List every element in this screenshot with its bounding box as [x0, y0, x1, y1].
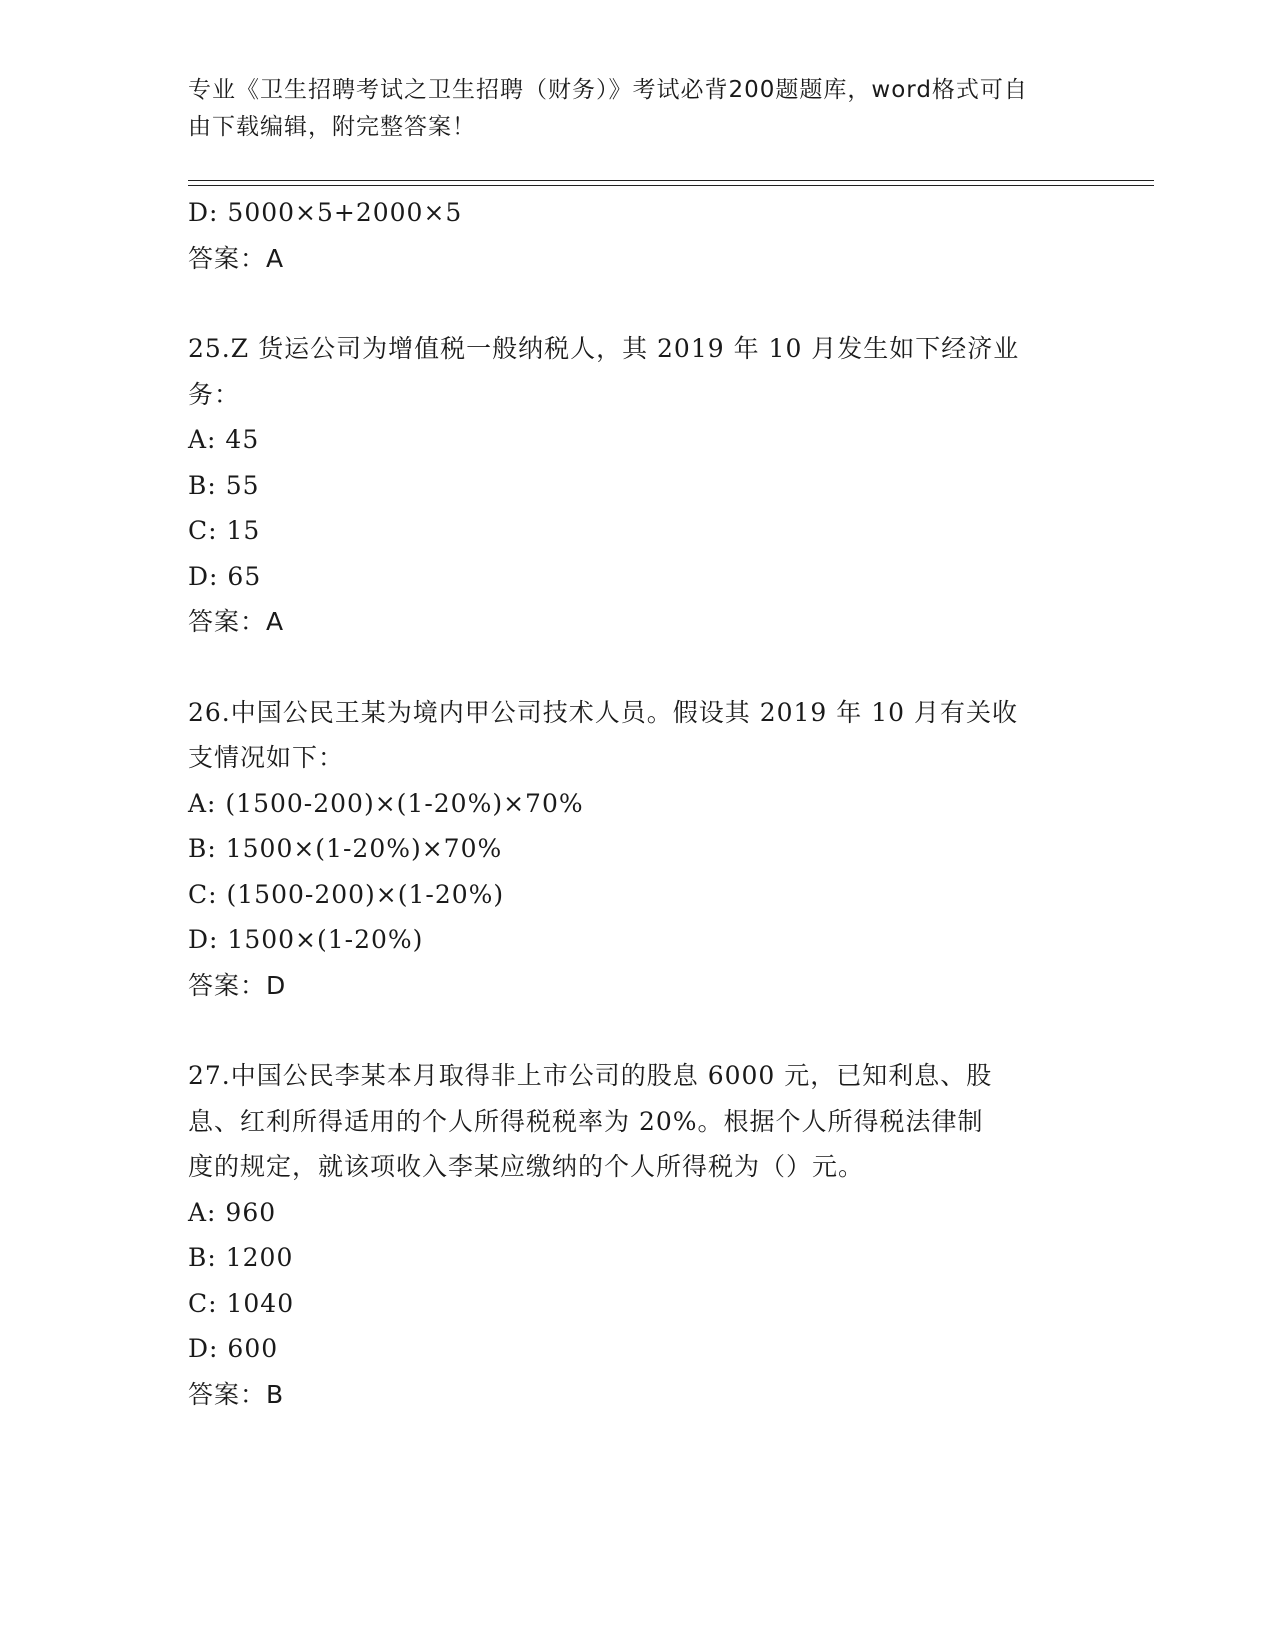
option-b: B: 1200: [188, 1243, 294, 1272]
question-stem-line: 度的规定，就该项收入李某应缴纳的个人所得税为（）元。: [188, 1152, 865, 1181]
answer: 答案：B: [188, 1379, 285, 1409]
spacer: [188, 1008, 1088, 1053]
question-stem-line: 务：: [188, 379, 241, 409]
spacer: [188, 281, 1088, 326]
spacer: [188, 645, 1088, 690]
option-c: C: 15: [188, 516, 261, 545]
header-line-2: 由下载编辑，附完整答案！: [188, 114, 476, 140]
option-b: B: 55: [188, 470, 260, 500]
header-line-1: 专业《卫生招聘考试之卫生招聘（财务）》考试必背200题题库，word格式可自: [188, 77, 1028, 103]
question-stem-line: 27.中国公民李某本月取得非上市公司的股息 6000 元，已知利息、股: [188, 1061, 993, 1090]
option-c: C: 1040: [188, 1288, 295, 1318]
option-c: C: (1500-200)×(1-20%): [188, 879, 505, 909]
question-25: [188, 326, 1088, 645]
question-27: [188, 1053, 1088, 1417]
header-divider-top: [188, 180, 1154, 181]
answer: 答案：A: [188, 607, 285, 636]
question-stem-line: 息、红利所得适用的个人所得税税率为 20%。根据个人所得税法律制: [188, 1106, 984, 1136]
option-a: A: 45: [188, 425, 260, 454]
header-divider-bottom: [188, 185, 1154, 186]
question-26: [188, 690, 1088, 1009]
answer: 答案：D: [188, 970, 287, 1000]
question-stem-line: 支情况如下：: [188, 743, 345, 772]
option-d: D: 1500×(1-20%): [188, 925, 424, 954]
document-header: [188, 72, 1068, 146]
option-d: D: 600: [188, 1334, 279, 1363]
option-d: D: 65: [188, 561, 262, 591]
option-d: D: 5000×5+2000×5: [188, 198, 463, 227]
question-stem-line: 25.Z 货运公司为增值税一般纳税人，其 2019 年 10 月发生如下经济业: [188, 334, 1020, 363]
option-a: A: 960: [188, 1197, 277, 1227]
question-24-tail: [188, 190, 1088, 281]
question-list: [188, 190, 1088, 1417]
option-b: B: 1500×(1-20%)×70%: [188, 834, 503, 863]
question-stem-line: 26.中国公民王某为境内甲公司技术人员。假设其 2019 年 10 月有关收: [188, 697, 1018, 727]
option-a: A: (1500-200)×(1-20%)×70%: [188, 788, 584, 818]
answer: 答案：A: [188, 243, 285, 273]
